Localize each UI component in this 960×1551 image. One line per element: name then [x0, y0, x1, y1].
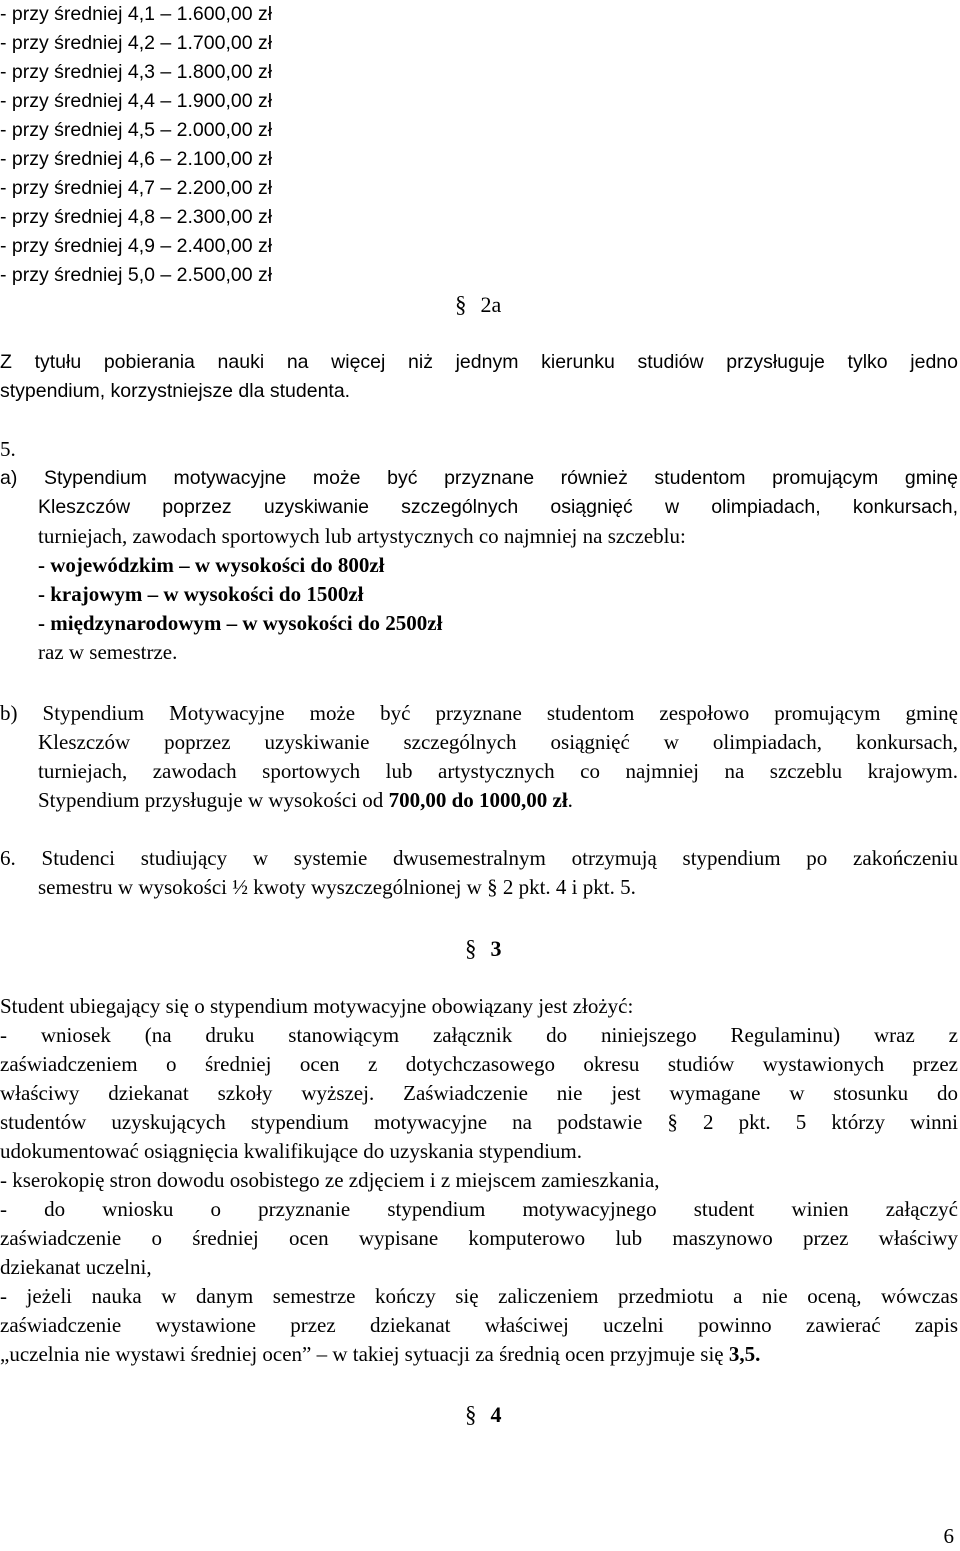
section-3-line: udokumentować osiągnięcia kwalifikujące do uzyskania stypendium. — [0, 1139, 583, 1163]
section-2a-text-line: stypendium, korzystniejsze dla studenta. — [0, 380, 351, 402]
point-5a-line: turniejach, zawodach sportowych lub artystycznych co najmniej na szczeblu: — [38, 524, 686, 548]
section-4-heading: § 4 — [465, 1402, 502, 1427]
section-3-line: „uczelnia nie wystawi średniej ocen” – w takiej sytuacji za średnią ocen przyjmuje się 3,5. — [0, 1342, 761, 1366]
section-3-line: - do wniosku o przyznanie stypendium motywacyjnego student winien załączyć — [0, 1197, 958, 1221]
average-item: - przy średniej 4,5 – 2.000,00 zł — [0, 119, 273, 141]
page-number: 6 — [943, 1524, 954, 1548]
average-item: - przy średniej 4,7 – 2.200,00 zł — [0, 177, 273, 199]
point-5-number: 5. — [0, 437, 16, 461]
point-5a-tail: raz w semestrze. — [38, 640, 178, 664]
average-item: - przy średniej 4,4 – 1.900,00 zł — [0, 90, 273, 112]
section-3-line: - wniosek (na druku stanowiącym załącznik do niniejszego Regulaminu) wraz z — [0, 1023, 958, 1047]
section-3-line: dziekanat uczelni, — [0, 1255, 152, 1279]
section-3-line: studentów uzyskujących stypendium motywacyjne na podstawie § 2 pkt. 5 którzy winni — [0, 1110, 958, 1134]
average-item: - przy średniej 4,8 – 2.300,00 zł — [0, 206, 273, 228]
section-3-line: zaświadczenie o średniej ocen wypisane komputerowo lub maszynowo przez właściwy — [0, 1226, 958, 1250]
section-3-heading: § 3 — [465, 936, 502, 961]
level-item: - wojewódzkim – w wysokości do 800zł — [38, 553, 385, 577]
section-2a-text-line: Z tytułu pobierania nauki na więcej niż jednym kierunku studiów przysługuje tylko jedno — [0, 351, 958, 373]
level-item: - krajowym – w wysokości do 1500zł — [38, 582, 364, 606]
point-5b-line: turniejach, zawodach sportowych lub artystycznych co najmniej na szczeblu krajowym. — [38, 759, 958, 783]
section-3-line: - kserokopię stron dowodu osobistego ze zdjęciem i z miejscem zamieszkania, — [0, 1168, 660, 1192]
point-5a-line: a) Stypendium motywacyjne może być przyznane również studentom promującym gminę — [0, 467, 958, 489]
section-2a-heading: § 2a — [455, 292, 502, 317]
section-3-line: - jeżeli nauka w danym semestrze kończy się zaliczeniem przedmiotu a nie oceną, wówczas — [0, 1284, 958, 1308]
point-5b-line: Stypendium przysługuje w wysokości od 700,00 do 1000,00 zł. — [38, 788, 573, 812]
level-item: - międzynarodowym – w wysokości do 2500zł — [38, 611, 443, 635]
average-item: - przy średniej 4,2 – 1.700,00 zł — [0, 32, 273, 54]
average-item: - przy średniej 4,3 – 1.800,00 zł — [0, 61, 273, 83]
section-3-intro: Student ubiegający się o stypendium motywacyjne obowiązany jest złożyć: — [0, 994, 634, 1018]
point-6-line: semestru w wysokości ½ kwoty wyszczególnionej w § 2 pkt. 4 i pkt. 5. — [38, 875, 636, 899]
section-3-line: zaświadczeniem o średniej ocen z dotychczasowego okresu studiów wystawionych przez — [0, 1052, 958, 1076]
section-3-line: właściwy dziekanat szkoły wyższej. Zaświadczenie nie jest wymagane w stosunku do — [0, 1081, 958, 1105]
average-item: - przy średniej 5,0 – 2.500,00 zł — [0, 264, 273, 286]
average-item: - przy średniej 4,9 – 2.400,00 zł — [0, 235, 273, 257]
section-3-line: zaświadczenie wystawione przez dziekanat właściwej uczelni powinno zawierać zapis — [0, 1313, 958, 1337]
average-item: - przy średniej 4,6 – 2.100,00 zł — [0, 148, 273, 170]
point-5a-line: Kleszczów poprzez uzyskiwanie szczególnych osiągnięć w olimpiadach, konkursach, — [38, 496, 958, 518]
point-5b-line: b) Stypendium Motywacyjne może być przyznane studentom zespołowo promującym gminę — [0, 701, 958, 725]
average-item: - przy średniej 4,1 – 1.600,00 zł — [0, 3, 273, 25]
point-6-line: 6. Studenci studiujący w systemie dwusemestralnym otrzymują stypendium po zakończeniu — [0, 846, 958, 870]
point-5b-line: Kleszczów poprzez uzyskiwanie szczególnych osiągnięć w olimpiadach, konkursach, — [38, 730, 958, 754]
